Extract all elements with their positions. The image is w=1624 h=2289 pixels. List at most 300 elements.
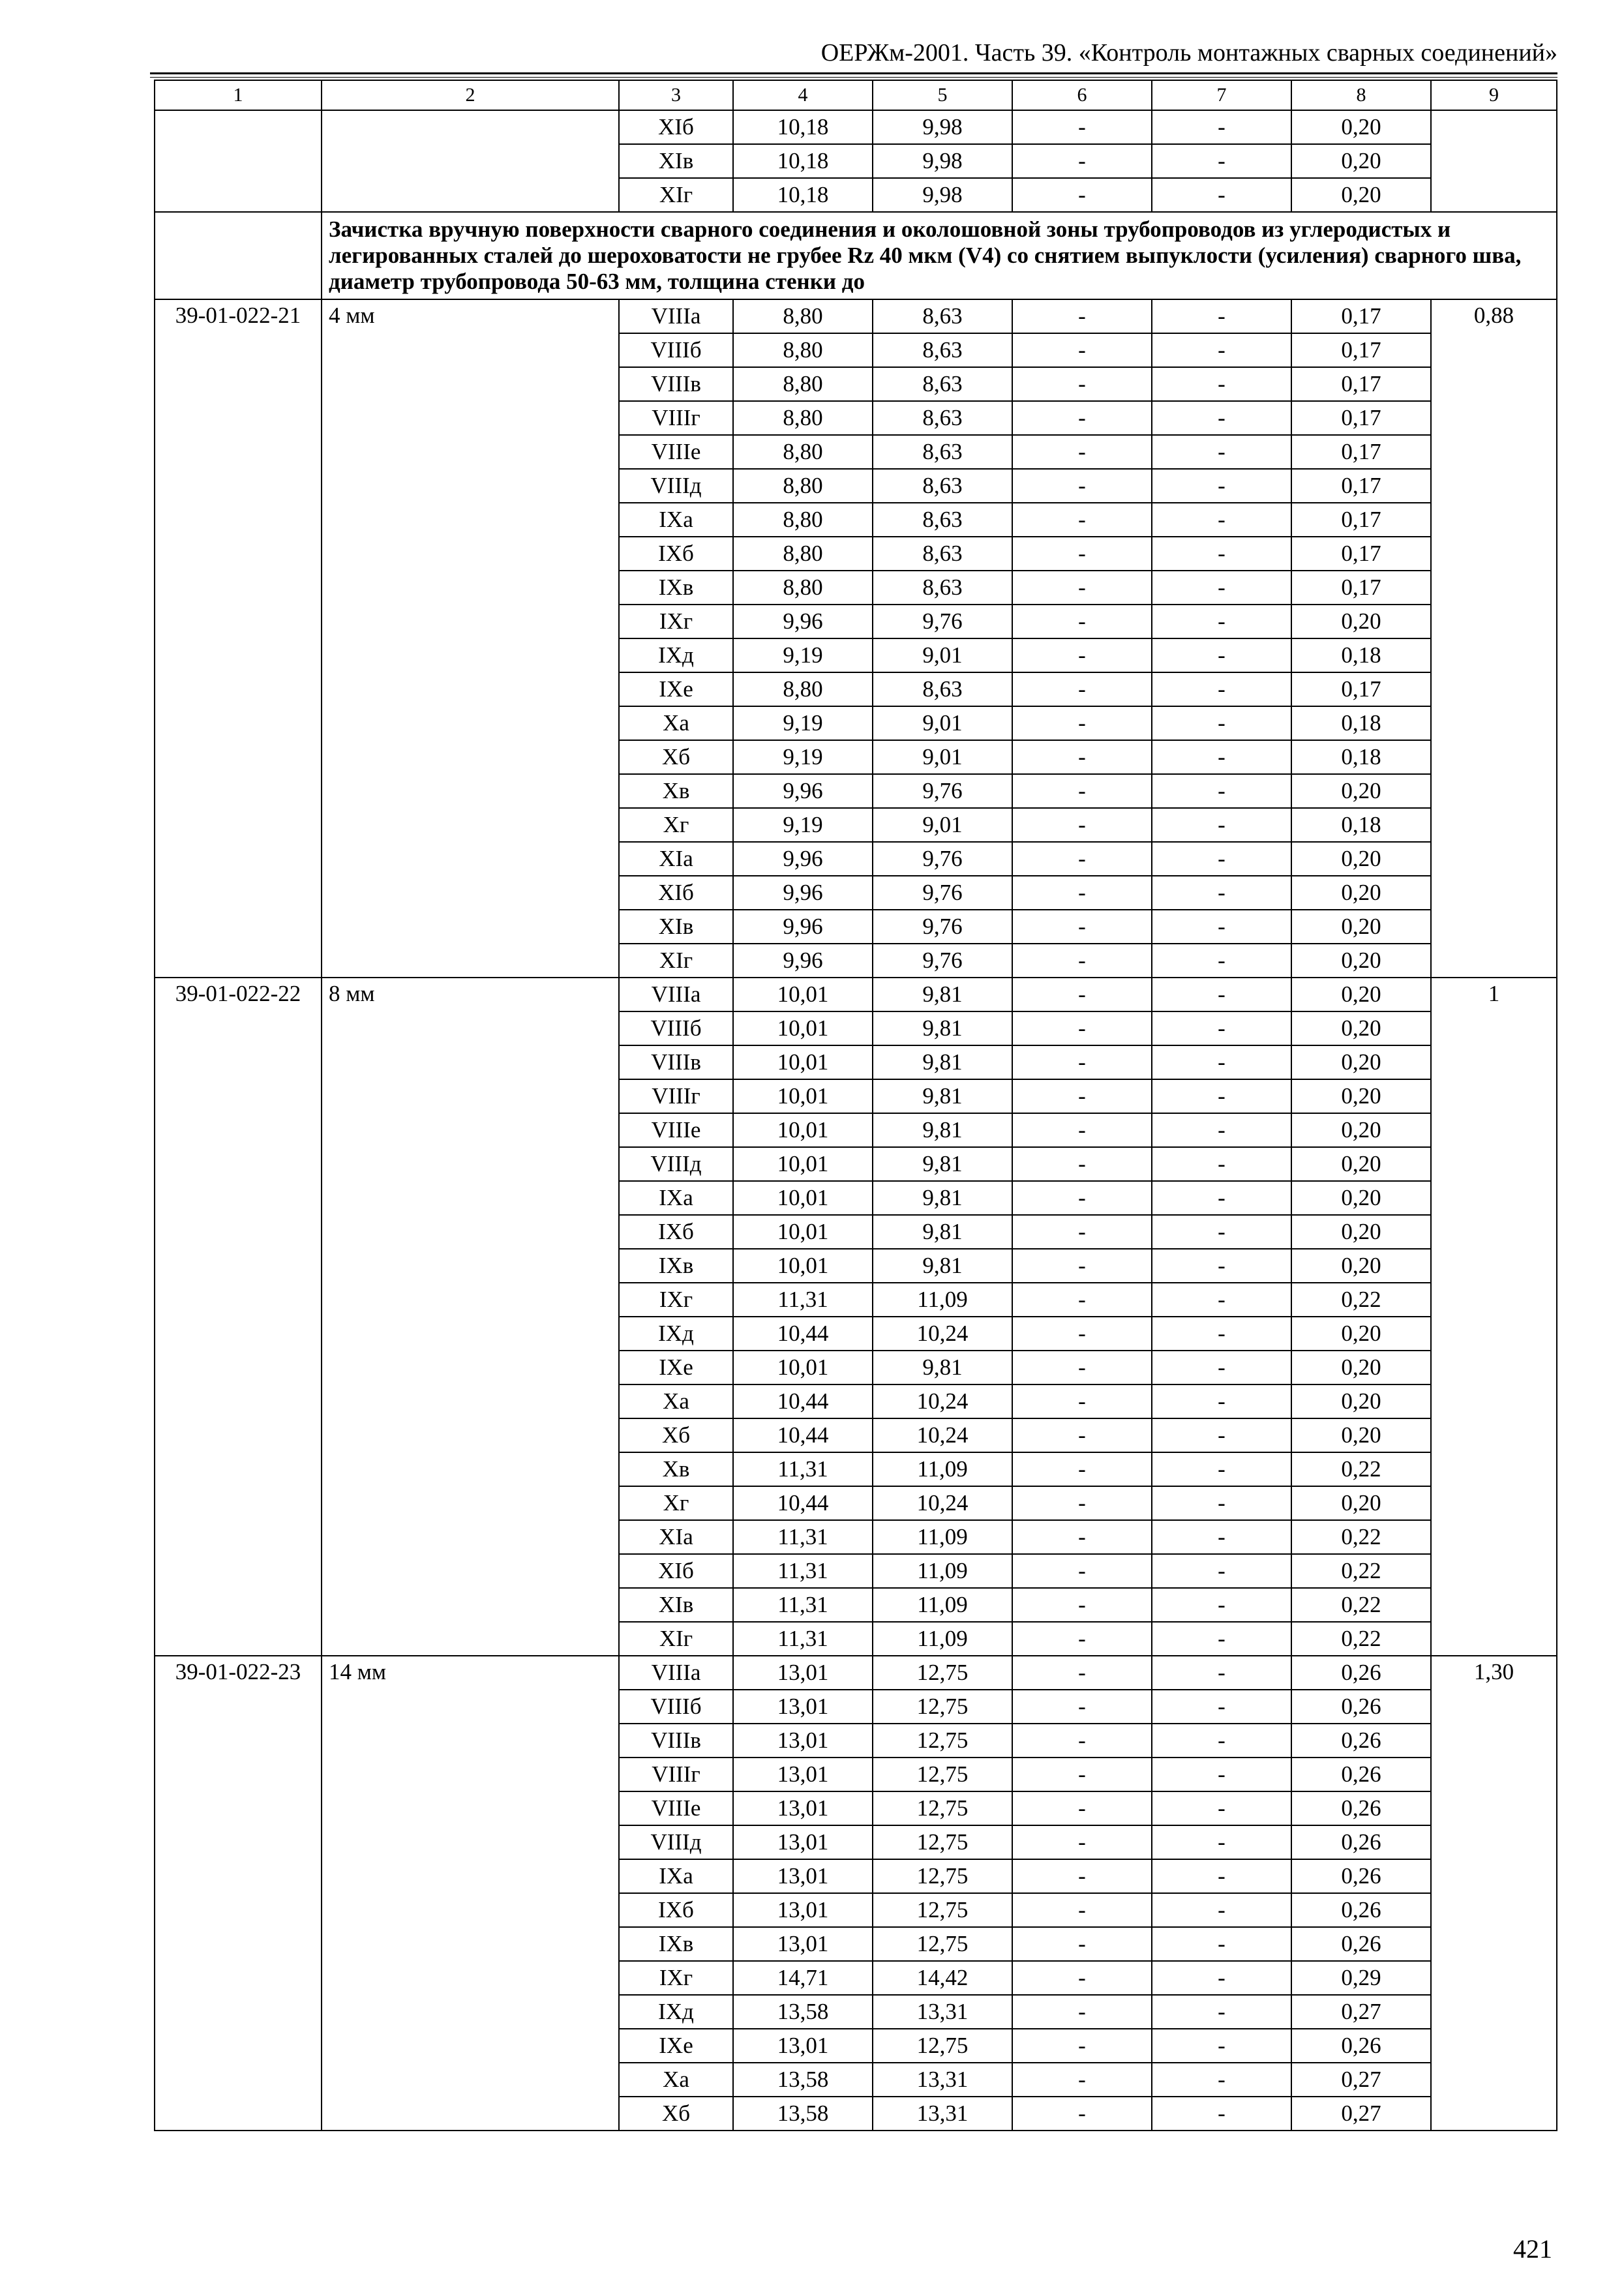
value-col5-cell: 12,75 xyxy=(873,1758,1012,1791)
value-col4-cell: 9,19 xyxy=(733,740,873,774)
class-cell: IXа xyxy=(619,1859,733,1893)
value-col6-cell: - xyxy=(1012,978,1152,1011)
value-col4-cell: 10,44 xyxy=(733,1317,873,1351)
value-col7-cell: - xyxy=(1152,944,1291,978)
value-col4-cell: 11,31 xyxy=(733,1622,873,1656)
value-col6-cell: - xyxy=(1012,1995,1152,2029)
value-col7-cell: - xyxy=(1152,842,1291,876)
value-col6-cell: - xyxy=(1012,333,1152,367)
value-col5-cell: 10,24 xyxy=(873,1384,1012,1418)
value-col8-cell: 0,20 xyxy=(1291,842,1431,876)
value-col5-cell: 9,98 xyxy=(873,178,1012,212)
value-col4-cell: 10,01 xyxy=(733,1079,873,1113)
value-col8-cell: 0,20 xyxy=(1291,1011,1431,1045)
norm-code: 39-01-022-21 xyxy=(155,299,322,978)
value-col8-cell: 0,20 xyxy=(1291,1384,1431,1418)
class-cell: VIIIг xyxy=(619,1079,733,1113)
value-col8-cell: 0,17 xyxy=(1291,672,1431,706)
value-col7-cell: - xyxy=(1152,774,1291,808)
value-col5-cell: 9,81 xyxy=(873,1011,1012,1045)
coefficient: 1 xyxy=(1431,978,1557,1656)
class-cell: Xа xyxy=(619,1384,733,1418)
value-col5-cell: 13,31 xyxy=(873,2063,1012,2097)
value-col5-cell: 8,63 xyxy=(873,367,1012,401)
value-col6-cell: - xyxy=(1012,1011,1152,1045)
value-col6-cell: - xyxy=(1012,571,1152,605)
value-col6-cell: - xyxy=(1012,1418,1152,1452)
value-col6-cell: - xyxy=(1012,435,1152,469)
class-cell: IXе xyxy=(619,672,733,706)
value-col5-cell: 8,63 xyxy=(873,435,1012,469)
value-col5-cell: 8,63 xyxy=(873,503,1012,537)
value-col5-cell: 12,75 xyxy=(873,1690,1012,1724)
class-cell: IXг xyxy=(619,1283,733,1317)
value-col5-cell: 12,75 xyxy=(873,1927,1012,1961)
value-col4-cell: 13,01 xyxy=(733,1859,873,1893)
value-col5-cell: 11,09 xyxy=(873,1588,1012,1622)
value-col7-cell: - xyxy=(1152,1554,1291,1588)
table-row xyxy=(155,299,1557,333)
value-col8-cell: 0,29 xyxy=(1291,1961,1431,1995)
value-col6-cell: - xyxy=(1012,1893,1152,1927)
value-col6-cell: - xyxy=(1012,1384,1152,1418)
value-col7-cell: - xyxy=(1152,1452,1291,1486)
value-col5-cell: 9,98 xyxy=(873,144,1012,178)
norm-code: 39-01-022-23 xyxy=(155,1656,322,2131)
value-col7-cell: - xyxy=(1152,2029,1291,2063)
value-col8-cell: 0,22 xyxy=(1291,1283,1431,1317)
value-col7-cell: - xyxy=(1152,1656,1291,1690)
value-col6-cell: - xyxy=(1012,774,1152,808)
value-col4-cell: 13,58 xyxy=(733,1995,873,2029)
value-col8-cell: 0,26 xyxy=(1291,1859,1431,1893)
value-col7-cell: - xyxy=(1152,299,1291,333)
value-col8-cell: 0,26 xyxy=(1291,1724,1431,1758)
class-cell: IXб xyxy=(619,537,733,571)
coefficient: 0,88 xyxy=(1431,299,1557,978)
column-number-row xyxy=(155,80,1557,110)
value-col5-cell: 12,75 xyxy=(873,2029,1012,2063)
value-col8-cell: 0,17 xyxy=(1291,503,1431,537)
value-col8-cell: 0,18 xyxy=(1291,638,1431,672)
class-cell: XIа xyxy=(619,842,733,876)
value-col4-cell: 10,01 xyxy=(733,1113,873,1147)
value-col7-cell: - xyxy=(1152,503,1291,537)
value-col6-cell: - xyxy=(1012,672,1152,706)
size-cell xyxy=(322,110,619,212)
value-col5-cell: 9,81 xyxy=(873,1215,1012,1249)
value-col5-cell: 8,63 xyxy=(873,571,1012,605)
value-col4-cell: 13,01 xyxy=(733,1927,873,1961)
value-col4-cell: 13,01 xyxy=(733,1758,873,1791)
class-cell: VIIIб xyxy=(619,1011,733,1045)
value-col6-cell: - xyxy=(1012,638,1152,672)
value-col4-cell: 10,18 xyxy=(733,178,873,212)
class-cell: XIв xyxy=(619,144,733,178)
class-cell: IXб xyxy=(619,1893,733,1927)
value-col8-cell: 0,20 xyxy=(1291,1351,1431,1384)
wall-thickness: 14 мм xyxy=(322,1656,619,2131)
value-col8-cell: 0,22 xyxy=(1291,1622,1431,1656)
value-col5-cell: 10,24 xyxy=(873,1486,1012,1520)
value-col7-cell: - xyxy=(1152,571,1291,605)
value-col7-cell: - xyxy=(1152,1690,1291,1724)
value-col8-cell: 0,17 xyxy=(1291,435,1431,469)
value-col7-cell: - xyxy=(1152,1995,1291,2029)
class-cell: IXе xyxy=(619,1351,733,1384)
value-col8-cell: 0,27 xyxy=(1291,1995,1431,2029)
class-cell: Xг xyxy=(619,808,733,842)
value-col6-cell: - xyxy=(1012,1147,1152,1181)
value-col6-cell: - xyxy=(1012,1181,1152,1215)
value-col6-cell: - xyxy=(1012,299,1152,333)
class-cell: IXд xyxy=(619,1995,733,2029)
value-col7-cell: - xyxy=(1152,367,1291,401)
class-cell: XIв xyxy=(619,1588,733,1622)
value-col8-cell: 0,20 xyxy=(1291,774,1431,808)
value-col7-cell: - xyxy=(1152,1045,1291,1079)
value-col5-cell: 11,09 xyxy=(873,1554,1012,1588)
value-col5-cell: 8,63 xyxy=(873,537,1012,571)
value-col8-cell: 0,20 xyxy=(1291,110,1431,144)
value-col4-cell: 9,19 xyxy=(733,808,873,842)
value-col7-cell: - xyxy=(1152,1859,1291,1893)
value-col7-cell: - xyxy=(1152,910,1291,944)
value-col5-cell: 12,75 xyxy=(873,1724,1012,1758)
class-cell: IXе xyxy=(619,2029,733,2063)
table-row xyxy=(155,1656,1557,1690)
value-col6-cell: - xyxy=(1012,1249,1152,1283)
class-cell: XIг xyxy=(619,1622,733,1656)
class-cell: IXб xyxy=(619,1215,733,1249)
class-cell: IXа xyxy=(619,503,733,537)
value-col8-cell: 0,17 xyxy=(1291,571,1431,605)
value-col8-cell: 0,20 xyxy=(1291,1045,1431,1079)
class-cell: VIIIе xyxy=(619,1791,733,1825)
value-col8-cell: 0,26 xyxy=(1291,2029,1431,2063)
value-col6-cell: - xyxy=(1012,178,1152,212)
coefficient: 1,30 xyxy=(1431,1656,1557,2131)
value-col5-cell: 9,76 xyxy=(873,876,1012,910)
value-col8-cell: 0,20 xyxy=(1291,1113,1431,1147)
value-col4-cell: 13,01 xyxy=(733,1825,873,1859)
value-col4-cell: 10,01 xyxy=(733,1215,873,1249)
value-col5-cell: 9,01 xyxy=(873,638,1012,672)
value-col4-cell: 9,96 xyxy=(733,774,873,808)
value-col6-cell: - xyxy=(1012,1317,1152,1351)
value-col8-cell: 0,17 xyxy=(1291,333,1431,367)
norm-code: 39-01-022-22 xyxy=(155,978,322,1656)
value-col8-cell: 0,26 xyxy=(1291,1690,1431,1724)
value-col7-cell: - xyxy=(1152,672,1291,706)
value-col8-cell: 0,20 xyxy=(1291,910,1431,944)
value-col4-cell: 10,44 xyxy=(733,1384,873,1418)
value-col5-cell: 9,81 xyxy=(873,1045,1012,1079)
column-number-cell: 7 xyxy=(1152,80,1291,110)
value-col6-cell: - xyxy=(1012,1520,1152,1554)
value-col5-cell: 13,31 xyxy=(873,2097,1012,2131)
value-col7-cell: - xyxy=(1152,1079,1291,1113)
value-col4-cell: 8,80 xyxy=(733,299,873,333)
value-col4-cell: 8,80 xyxy=(733,672,873,706)
class-cell: VIIIб xyxy=(619,333,733,367)
value-col7-cell: - xyxy=(1152,605,1291,638)
value-col4-cell: 8,80 xyxy=(733,435,873,469)
class-cell: VIIIа xyxy=(619,1656,733,1690)
class-cell: IXв xyxy=(619,571,733,605)
value-col7-cell: - xyxy=(1152,1758,1291,1791)
value-col5-cell: 9,81 xyxy=(873,1079,1012,1113)
value-col5-cell: 12,75 xyxy=(873,1859,1012,1893)
class-cell: Xв xyxy=(619,1452,733,1486)
class-cell: XIв xyxy=(619,910,733,944)
value-col7-cell: - xyxy=(1152,469,1291,503)
value-col6-cell: - xyxy=(1012,1452,1152,1486)
value-col7-cell: - xyxy=(1152,144,1291,178)
value-col4-cell: 10,01 xyxy=(733,1147,873,1181)
value-col8-cell: 0,22 xyxy=(1291,1520,1431,1554)
value-col7-cell: - xyxy=(1152,1520,1291,1554)
value-col4-cell: 10,18 xyxy=(733,144,873,178)
value-col8-cell: 0,20 xyxy=(1291,1215,1431,1249)
value-col5-cell: 9,01 xyxy=(873,740,1012,774)
value-col8-cell: 0,20 xyxy=(1291,1418,1431,1452)
value-col4-cell: 9,19 xyxy=(733,706,873,740)
value-col5-cell: 9,81 xyxy=(873,1113,1012,1147)
value-col8-cell: 0,17 xyxy=(1291,469,1431,503)
value-col6-cell: - xyxy=(1012,1859,1152,1893)
value-col5-cell: 8,63 xyxy=(873,333,1012,367)
value-col5-cell: 11,09 xyxy=(873,1283,1012,1317)
value-col5-cell: 9,81 xyxy=(873,1147,1012,1181)
value-col7-cell: - xyxy=(1152,1147,1291,1181)
class-cell: IXд xyxy=(619,1317,733,1351)
value-col4-cell: 13,58 xyxy=(733,2097,873,2131)
class-cell: XIб xyxy=(619,110,733,144)
wall-thickness: 8 мм xyxy=(322,978,619,1656)
class-cell: XIг xyxy=(619,944,733,978)
value-col4-cell: 10,18 xyxy=(733,110,873,144)
value-col4-cell: 10,01 xyxy=(733,1011,873,1045)
value-col7-cell: - xyxy=(1152,1486,1291,1520)
class-cell: VIIIв xyxy=(619,367,733,401)
value-col6-cell: - xyxy=(1012,910,1152,944)
value-col7-cell: - xyxy=(1152,740,1291,774)
value-col7-cell: - xyxy=(1152,1961,1291,1995)
value-col6-cell: - xyxy=(1012,1588,1152,1622)
value-col6-cell: - xyxy=(1012,944,1152,978)
value-col8-cell: 0,20 xyxy=(1291,978,1431,1011)
value-col5-cell: 11,09 xyxy=(873,1452,1012,1486)
value-col4-cell: 11,31 xyxy=(733,1588,873,1622)
value-col8-cell: 0,17 xyxy=(1291,299,1431,333)
column-number-cell: 5 xyxy=(873,80,1012,110)
value-col6-cell: - xyxy=(1012,1961,1152,1995)
value-col7-cell: - xyxy=(1152,2097,1291,2131)
section-description: Зачистка вручную поверхности сварного соединения и околошовной зоны трубопроводов из углеродистых и легированных сталей до шероховатости не грубее Rz 40 мкм (V4) со снятием выпуклости (усиления) сварного шва, диаметр трубопровода 50-63 мм, толщина стенки до xyxy=(322,212,1557,299)
value-col8-cell: 0,20 xyxy=(1291,876,1431,910)
value-col6-cell: - xyxy=(1012,706,1152,740)
value-col7-cell: - xyxy=(1152,1384,1291,1418)
value-col7-cell: - xyxy=(1152,401,1291,435)
value-col6-cell: - xyxy=(1012,1113,1152,1147)
value-col7-cell: - xyxy=(1152,808,1291,842)
value-col5-cell: 9,76 xyxy=(873,774,1012,808)
coef-cell xyxy=(1431,110,1557,212)
value-col8-cell: 0,27 xyxy=(1291,2063,1431,2097)
value-col4-cell: 13,01 xyxy=(733,1893,873,1927)
value-col4-cell: 13,01 xyxy=(733,1690,873,1724)
value-col5-cell: 14,42 xyxy=(873,1961,1012,1995)
value-col6-cell: - xyxy=(1012,401,1152,435)
value-col6-cell: - xyxy=(1012,1791,1152,1825)
section-description-row xyxy=(155,212,1557,299)
class-cell: XIб xyxy=(619,1554,733,1588)
class-cell: XIг xyxy=(619,178,733,212)
value-col4-cell: 8,80 xyxy=(733,469,873,503)
value-col6-cell: - xyxy=(1012,1283,1152,1317)
value-col4-cell: 9,96 xyxy=(733,605,873,638)
value-col5-cell: 10,24 xyxy=(873,1418,1012,1452)
value-col8-cell: 0,22 xyxy=(1291,1452,1431,1486)
class-cell: VIIIг xyxy=(619,401,733,435)
value-col6-cell: - xyxy=(1012,1554,1152,1588)
wall-thickness: 4 мм xyxy=(322,299,619,978)
value-col5-cell: 11,09 xyxy=(873,1520,1012,1554)
value-col4-cell: 11,31 xyxy=(733,1520,873,1554)
column-number-cell: 9 xyxy=(1431,80,1557,110)
value-col7-cell: - xyxy=(1152,333,1291,367)
table-row xyxy=(155,978,1557,1011)
value-col5-cell: 11,09 xyxy=(873,1622,1012,1656)
class-cell: VIIIб xyxy=(619,1690,733,1724)
value-col7-cell: - xyxy=(1152,978,1291,1011)
value-col8-cell: 0,17 xyxy=(1291,367,1431,401)
value-col7-cell: - xyxy=(1152,1622,1291,1656)
class-cell: Xа xyxy=(619,706,733,740)
column-number-cell: 1 xyxy=(155,80,322,110)
value-col8-cell: 0,26 xyxy=(1291,1656,1431,1690)
value-col6-cell: - xyxy=(1012,1045,1152,1079)
value-col6-cell: - xyxy=(1012,2029,1152,2063)
value-col8-cell: 0,20 xyxy=(1291,1249,1431,1283)
value-col5-cell: 12,75 xyxy=(873,1893,1012,1927)
value-col5-cell: 8,63 xyxy=(873,469,1012,503)
value-col4-cell: 8,80 xyxy=(733,537,873,571)
value-col8-cell: 0,27 xyxy=(1291,2097,1431,2131)
value-col4-cell: 8,80 xyxy=(733,503,873,537)
value-col5-cell: 13,31 xyxy=(873,1995,1012,2029)
value-col5-cell: 8,63 xyxy=(873,299,1012,333)
value-col6-cell: - xyxy=(1012,876,1152,910)
class-cell: VIIIе xyxy=(619,1113,733,1147)
class-cell: Xб xyxy=(619,740,733,774)
value-col4-cell: 8,80 xyxy=(733,401,873,435)
value-col4-cell: 11,31 xyxy=(733,1554,873,1588)
value-col6-cell: - xyxy=(1012,1351,1152,1384)
value-col7-cell: - xyxy=(1152,1893,1291,1927)
value-col7-cell: - xyxy=(1152,1927,1291,1961)
value-col5-cell: 9,81 xyxy=(873,1351,1012,1384)
table-row xyxy=(155,110,1557,144)
value-col7-cell: - xyxy=(1152,178,1291,212)
value-col4-cell: 11,31 xyxy=(733,1283,873,1317)
value-col8-cell: 0,17 xyxy=(1291,401,1431,435)
value-col4-cell: 10,01 xyxy=(733,1181,873,1215)
value-col6-cell: - xyxy=(1012,110,1152,144)
class-cell: VIIIа xyxy=(619,299,733,333)
value-col8-cell: 0,20 xyxy=(1291,1079,1431,1113)
class-cell: Xб xyxy=(619,2097,733,2131)
value-col8-cell: 0,20 xyxy=(1291,944,1431,978)
value-col7-cell: - xyxy=(1152,537,1291,571)
class-cell: Xг xyxy=(619,1486,733,1520)
value-col5-cell: 9,01 xyxy=(873,808,1012,842)
value-col5-cell: 8,63 xyxy=(873,401,1012,435)
value-col4-cell: 11,31 xyxy=(733,1452,873,1486)
value-col6-cell: - xyxy=(1012,808,1152,842)
value-col5-cell: 8,63 xyxy=(873,672,1012,706)
value-col4-cell: 10,01 xyxy=(733,1249,873,1283)
value-col7-cell: - xyxy=(1152,1317,1291,1351)
value-col4-cell: 8,80 xyxy=(733,367,873,401)
value-col8-cell: 0,20 xyxy=(1291,605,1431,638)
value-col4-cell: 9,96 xyxy=(733,910,873,944)
value-col6-cell: - xyxy=(1012,1079,1152,1113)
value-col7-cell: - xyxy=(1152,1283,1291,1317)
class-cell: VIIIд xyxy=(619,469,733,503)
value-col7-cell: - xyxy=(1152,638,1291,672)
class-cell: VIIIв xyxy=(619,1045,733,1079)
value-col4-cell: 10,01 xyxy=(733,1351,873,1384)
value-col6-cell: - xyxy=(1012,144,1152,178)
column-number-cell: 6 xyxy=(1012,80,1152,110)
header-rule xyxy=(150,72,1557,78)
value-col6-cell: - xyxy=(1012,537,1152,571)
value-col7-cell: - xyxy=(1152,876,1291,910)
class-cell: VIIIе xyxy=(619,435,733,469)
document-header-title: ОЕРЖм-2001. Часть 39. «Контроль монтажных сварных соединений» xyxy=(820,39,1557,67)
value-col6-cell: - xyxy=(1012,1486,1152,1520)
value-col8-cell: 0,18 xyxy=(1291,740,1431,774)
value-col8-cell: 0,26 xyxy=(1291,1893,1431,1927)
value-col4-cell: 9,96 xyxy=(733,944,873,978)
value-col8-cell: 0,22 xyxy=(1291,1554,1431,1588)
value-col4-cell: 13,01 xyxy=(733,1791,873,1825)
value-col7-cell: - xyxy=(1152,1181,1291,1215)
value-col8-cell: 0,22 xyxy=(1291,1588,1431,1622)
value-col4-cell: 9,19 xyxy=(733,638,873,672)
value-col4-cell: 13,01 xyxy=(733,1656,873,1690)
value-col8-cell: 0,26 xyxy=(1291,1758,1431,1791)
value-col8-cell: 0,20 xyxy=(1291,144,1431,178)
class-cell: IXв xyxy=(619,1927,733,1961)
class-cell: XIб xyxy=(619,876,733,910)
code-cell xyxy=(155,212,322,299)
value-col5-cell: 12,75 xyxy=(873,1825,1012,1859)
value-col7-cell: - xyxy=(1152,1588,1291,1622)
class-cell: IXв xyxy=(619,1249,733,1283)
value-col5-cell: 9,01 xyxy=(873,706,1012,740)
value-col5-cell: 9,98 xyxy=(873,110,1012,144)
value-col6-cell: - xyxy=(1012,740,1152,774)
value-col8-cell: 0,20 xyxy=(1291,178,1431,212)
value-col4-cell: 13,01 xyxy=(733,1724,873,1758)
value-col7-cell: - xyxy=(1152,1249,1291,1283)
value-col7-cell: - xyxy=(1152,706,1291,740)
class-cell: IXа xyxy=(619,1181,733,1215)
value-col6-cell: - xyxy=(1012,1758,1152,1791)
